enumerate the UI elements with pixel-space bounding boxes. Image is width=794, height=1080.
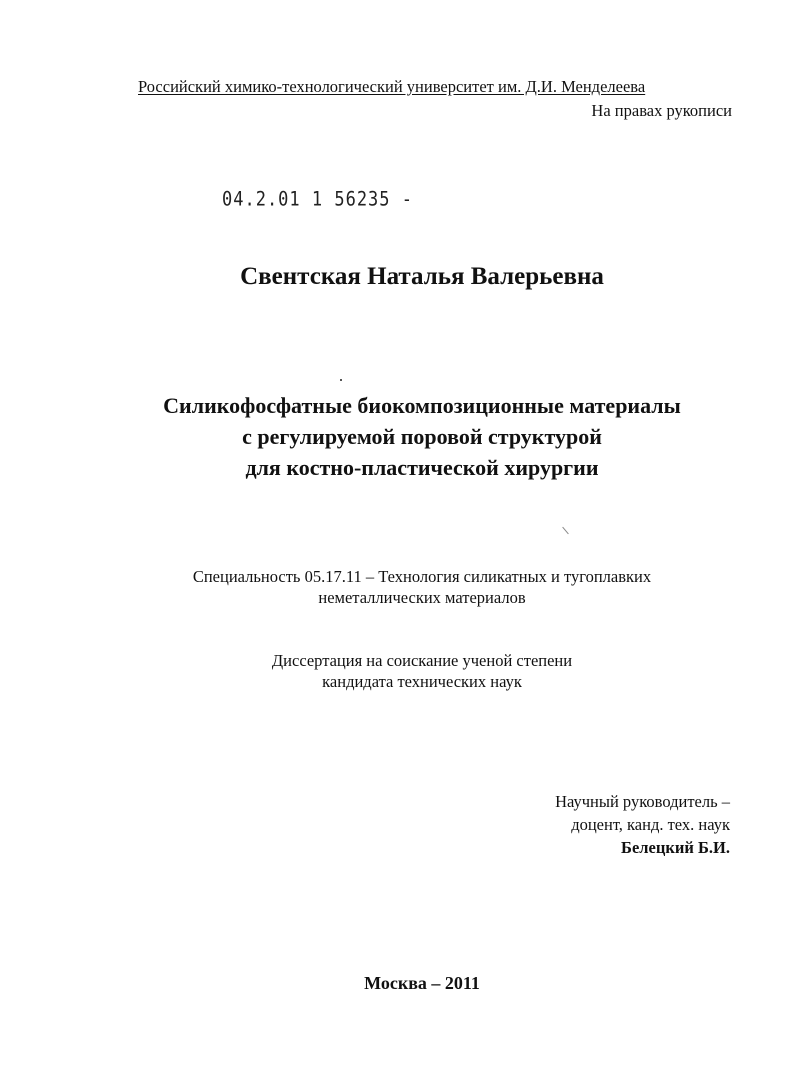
scan-speck [340,379,342,381]
supervisor-degree: доцент, канд. тех. наук [571,815,730,834]
dissertation-title [0,390,794,483]
title-line-1: Силикофосфатные биокомпозиционные материалы [163,393,681,418]
author-name: Свентская Наталья Валерьевна [240,263,604,290]
title-line-3: для костно-пластической хирургии [245,455,599,480]
supervisor-name: Белецкий Б.И. [621,838,730,857]
supervisor-block [555,790,730,859]
specialty-line-1: Специальность 05.17.11 – Технология силикатных и тугоплавких [192,567,652,586]
university-name: Российский химико-технологический университет им. Д.И. Менделеева [138,77,646,96]
dissertation-line-1: Диссертация на соискание ученой степени [271,651,573,670]
supervisor-role: Научный руководитель – [555,792,730,811]
specialty-block [0,566,794,608]
manuscript-note: На правах рукописи [591,101,732,120]
scan-mark [562,527,569,535]
title-line-2: с регулируемой поровой структурой [242,424,602,449]
city-year: Москва – 2011 [364,973,480,993]
specialty-line-2: неметаллических материалов [318,588,526,607]
dissertation-line-2: кандидата технических наук [322,672,522,691]
dissertation-degree-block [0,650,794,692]
library-stamp-code: 04.2.01 1 56235 - [222,188,413,211]
